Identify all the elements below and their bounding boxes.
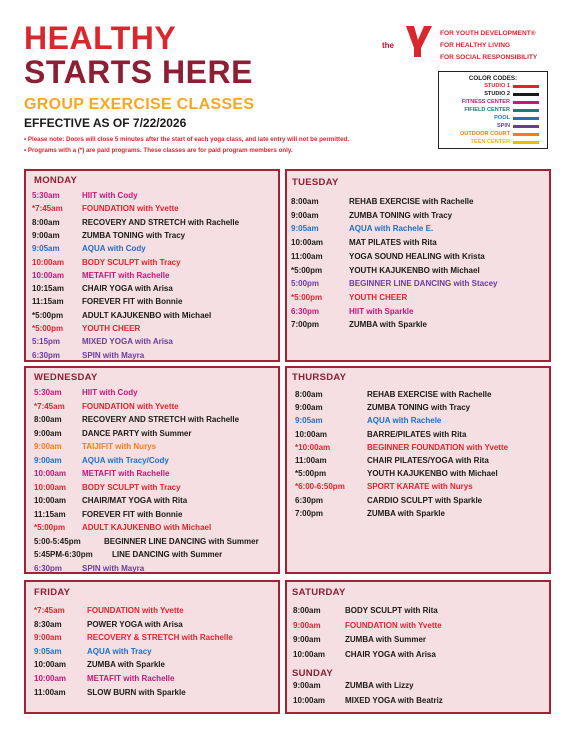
color-code-label: STUDIO 1 <box>484 83 510 89</box>
mission-statement <box>440 28 537 64</box>
class-time: 9:00am <box>34 442 62 451</box>
color-code-swatch <box>513 141 539 144</box>
class-name: REHAB EXERCISE with Rachelle <box>349 197 474 206</box>
class-time: 10:00am <box>34 482 67 492</box>
class-name: AQUA with Cody <box>82 244 146 254</box>
class-name: BEGINNER LINE DANCING with Summer <box>104 536 259 546</box>
class-name: HIIT with Cody <box>82 388 138 397</box>
panel-saturday <box>285 580 551 714</box>
class-name: ZUMBA TONING with Tracy <box>367 403 471 413</box>
class-name: SPIN with Mayra <box>82 350 145 360</box>
class-time: *5:00pm <box>34 523 66 532</box>
color-code-label: TEEN CENTER <box>470 139 510 145</box>
logo-the-text: the <box>382 41 394 50</box>
day-heading-tuesday: TUESDAY <box>292 177 339 188</box>
class-name: HIIT with Sparkle <box>349 306 414 316</box>
note-paid-programs: • Programs with a (*) are paid programs. These classes are for paid program members only. <box>24 147 293 154</box>
color-code-label: FIFIELD CENTER <box>464 107 510 113</box>
class-time: 11:15am <box>34 509 66 519</box>
class-name: SPORT KARATE with Nurys <box>367 482 473 492</box>
class-name: YOUTH CHEER <box>349 292 408 302</box>
class-name: TAIJIFIT with Nurys <box>82 442 157 451</box>
class-name: RECOVERY AND STRETCH with Rachelle <box>82 415 240 424</box>
class-name: AQUA with Tracy/Cody <box>82 455 169 465</box>
class-time: 7:00pm <box>291 320 320 330</box>
mission-line-healthy: FOR HEALTHY LIVING <box>440 42 511 49</box>
class-time: 10:00am <box>293 649 326 659</box>
class-time: 9:00am <box>293 620 321 630</box>
class-time: *10:00am <box>295 442 331 452</box>
class-time: 6:30pm <box>291 306 320 316</box>
class-name: BODY SCULPT with Rita <box>345 606 438 615</box>
color-code-label: POOL <box>494 115 510 121</box>
class-name: METAFIT with Rachelle <box>82 469 170 478</box>
class-time: 9:00am <box>32 230 60 240</box>
class-time: *5:00pm <box>291 292 323 302</box>
class-name: YOUTH CHEER <box>82 324 141 333</box>
class-name: FOUNDATION with Yvette <box>87 606 184 615</box>
class-name: FOREVER FIT with Bonnie <box>82 509 183 519</box>
class-name: METAFIT with Rachelle <box>82 270 170 280</box>
class-name: REHAB EXERCISE with Rachelle <box>367 390 492 399</box>
class-time: 6:30pm <box>34 563 63 573</box>
class-name: ZUMBA with Lizzy <box>345 681 414 690</box>
class-time: *5:00pm <box>32 324 64 333</box>
class-time: 8:00am <box>293 606 321 615</box>
class-time: 11:00am <box>295 456 327 465</box>
class-name: ZUMBA with Sparkle <box>87 660 165 670</box>
class-time: 11:15am <box>32 297 64 307</box>
color-code-swatch <box>513 109 539 112</box>
class-time: 10:00am <box>34 674 67 683</box>
class-time: 9:05am <box>295 416 323 426</box>
class-time: 10:15am <box>32 284 65 294</box>
color-code-row <box>439 114 547 122</box>
class-name: METAFIT with Rachelle <box>87 674 175 683</box>
class-name: LINE DANCING with Summer <box>112 550 223 559</box>
class-time: 9:00am <box>293 635 321 645</box>
class-time: 8:00am <box>291 197 319 206</box>
subtitle-group-exercise: GROUP EXERCISE CLASSES <box>24 96 255 113</box>
color-code-swatch <box>513 85 539 88</box>
class-name: CHAIR/MAT YOGA with Rita <box>82 496 188 505</box>
color-code-row <box>439 122 547 130</box>
class-time: 9:00am <box>34 455 62 465</box>
class-time: 5:45PM-6:30pm <box>34 550 93 559</box>
color-code-label: STUDIO 2 <box>484 91 510 97</box>
day-heading-wednesday: WEDNESDAY <box>34 372 98 383</box>
title-starts-here: STARTS HERE <box>24 54 253 90</box>
class-time: 5:30am <box>34 388 62 397</box>
class-name: DANCE PARTY with Summer <box>82 428 192 438</box>
class-name: POWER YOGA with Arisa <box>87 619 183 629</box>
class-name: AQUA with Tracy <box>87 646 152 656</box>
class-name: ADULT KAJUKENBO with Michael <box>82 523 212 532</box>
class-time: *7:45am <box>34 401 65 411</box>
color-code-swatch <box>513 117 539 120</box>
class-time: 9:00am <box>295 403 323 413</box>
class-time: 9:00am <box>34 633 62 643</box>
class-time: *5:00pm <box>295 469 327 479</box>
color-code-row <box>439 130 547 138</box>
day-heading-saturday: SATURDAY <box>292 587 346 598</box>
class-time: 6:30pm <box>295 495 324 505</box>
color-code-swatch <box>513 125 539 128</box>
class-time: 5:30am <box>32 191 60 200</box>
class-time: 10:00am <box>295 429 328 439</box>
class-time: 5:15pm <box>32 337 61 347</box>
class-name: FOUNDATION with Yvette <box>345 620 442 630</box>
class-time: *5:00pm <box>291 265 323 275</box>
note-doors: • Please note: Doors will close 5 minutes after the start of each yoga class, and late entry will not be permitted. <box>24 136 350 143</box>
class-name: ZUMBA TONING with Tracy <box>349 210 453 220</box>
color-codes-legend <box>438 71 548 149</box>
color-code-row <box>439 138 547 146</box>
class-name: YOUTH KAJUKENBO with Michael <box>367 469 498 479</box>
class-time: 11:00am <box>34 687 66 697</box>
class-time: *6:00-6:50pm <box>295 482 345 492</box>
day-heading-thursday: THURSDAY <box>292 372 347 383</box>
class-time: 8:00am <box>32 217 60 227</box>
color-code-row <box>439 98 547 106</box>
class-name: CHAIR PILATES/YOGA with Rita <box>367 456 489 465</box>
color-code-label: SPIN <box>496 123 510 129</box>
color-code-row <box>439 106 547 114</box>
class-name: FOUNDATION with Yvette <box>82 204 179 214</box>
class-time: 10:00am <box>34 469 67 478</box>
class-name: BARRE/PILATES with Rita <box>367 429 467 439</box>
color-code-label: OUTDOOR COURT <box>459 131 510 137</box>
class-name: CHAIR YOGA with Arisa <box>82 284 173 294</box>
color-code-swatch <box>513 101 539 104</box>
color-code-label: FITNESS CENTER <box>461 99 510 105</box>
class-name: ZUMBA with Summer <box>345 635 427 645</box>
class-name: BODY SCULPT with Tracy <box>82 257 181 267</box>
class-time: 9:00am <box>293 681 321 690</box>
color-codes-title: COLOR CODES: <box>468 75 518 82</box>
class-time: 5:00-5:45pm <box>34 536 81 546</box>
class-time: 11:00am <box>291 251 323 261</box>
class-name: YOUTH KAJUKENBO with Michael <box>349 265 480 275</box>
color-code-row <box>439 82 547 90</box>
class-time: *7:45am <box>34 606 65 615</box>
class-name: YOGA SOUND HEALING with Krista <box>349 251 485 261</box>
class-name: RECOVERY AND STRETCH with Rachelle <box>82 217 240 227</box>
class-time: 10:00am <box>32 257 65 267</box>
class-name: FOREVER FIT with Bonnie <box>82 297 183 307</box>
class-time: 10:00am <box>291 238 324 248</box>
class-time: 9:00am <box>34 428 62 438</box>
class-name: RECOVERY & STRETCH with Rachelle <box>87 633 233 643</box>
day-heading-monday: MONDAY <box>34 175 78 186</box>
class-time: 8:00am <box>34 415 62 424</box>
day-heading-friday: FRIDAY <box>34 587 71 598</box>
color-code-row <box>439 90 547 98</box>
class-name: CHAIR YOGA with Arisa <box>345 649 436 659</box>
class-time: 8:30am <box>34 619 62 629</box>
class-name: MIXED YOGA with Arisa <box>82 337 173 347</box>
class-time: 9:05am <box>32 244 60 254</box>
class-name: ZUMBA with Sparkle <box>349 320 427 330</box>
class-name: AQUA with Rachele <box>367 416 442 426</box>
color-code-swatch <box>513 93 539 96</box>
class-time: 5:00pm <box>291 279 320 289</box>
class-time: 10:00am <box>34 660 67 670</box>
class-name: MIXED YOGA with Beatriz <box>345 695 443 705</box>
class-time: 9:05am <box>34 646 62 656</box>
class-time: 10:00am <box>34 496 67 505</box>
class-time: 6:30pm <box>32 350 61 360</box>
class-time: 8:00am <box>295 390 323 399</box>
class-name: SPIN with Mayra <box>82 563 145 573</box>
class-time: *7:45am <box>32 204 63 214</box>
title-healthy: HEALTHY <box>24 20 177 56</box>
class-name: BODY SCULPT with Tracy <box>82 482 181 492</box>
class-time: 7:00pm <box>295 508 324 518</box>
class-name: BEGINNER FOUNDATION with Yvette <box>367 442 509 452</box>
mission-line-social: FOR SOCIAL RESPONSIBILITY <box>440 54 538 61</box>
class-time: 9:00am <box>291 210 319 220</box>
class-name: FOUNDATION with Yvette <box>82 401 179 411</box>
class-time: 9:05am <box>291 224 319 234</box>
class-time: *5:00pm <box>32 310 64 320</box>
class-name: BEGINNER LINE DANCING with Stacey <box>349 279 498 289</box>
class-name: AQUA with Rachele E. <box>349 224 434 234</box>
class-name: ZUMBA with Sparkle <box>367 508 445 518</box>
mission-line-youth: FOR YOUTH DEVELOPMENT® <box>440 30 536 37</box>
effective-date: EFFECTIVE AS OF 7/22/2026 <box>24 116 187 130</box>
class-name: ADULT KAJUKENBO with Michael <box>82 310 212 320</box>
class-name: MAT PILATES with Rita <box>349 238 437 248</box>
class-time: 10:00am <box>293 695 326 705</box>
color-code-swatch <box>513 133 539 136</box>
class-name: ZUMBA TONING with Tracy <box>82 230 186 240</box>
day-heading-sunday: SUNDAY <box>292 668 334 679</box>
class-name: HIIT with Cody <box>82 191 138 200</box>
class-name: CARDIO SCULPT with Sparkle <box>367 495 483 505</box>
class-name: SLOW BURN with Sparkle <box>87 687 186 697</box>
class-time: 10:00am <box>32 270 65 280</box>
